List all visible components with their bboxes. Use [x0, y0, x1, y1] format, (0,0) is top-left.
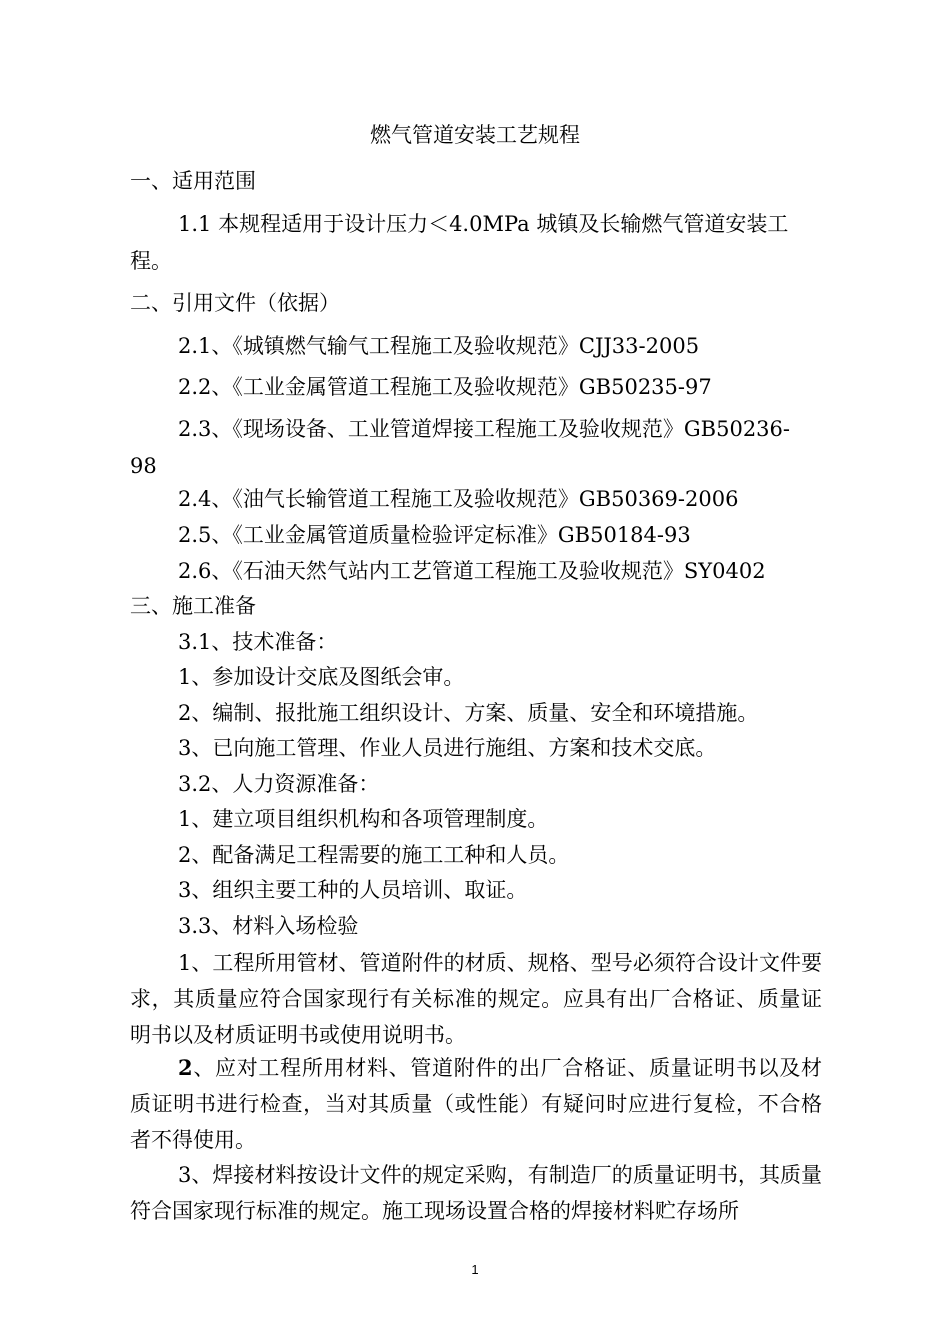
human-resources-item-3: 3、组织主要工种的人员培训、取证。 [178, 878, 528, 902]
subsection-heading-human-resources: 3.2、人力资源准备： [178, 772, 380, 796]
paragraph-text: 、应对工程所用材料、管道附件的出厂合格证、质量证明书以及材质证明书进行检查，当对其质量（或性能）有疑问时应进行复检，不合格者不得使用。 [130, 1056, 822, 1152]
technical-item-2: 2、编制、报批施工组织设计、方案、质量、安全和环境措施。 [178, 701, 759, 725]
reference-item-1: 2.1、《城镇燃气输气工程施工及验收规范》CJJ33-2005 [178, 334, 700, 358]
reference-item-6: 2.6、《石油天然气站内工艺管道工程施工及验收规范》SY0402 [178, 559, 766, 583]
technical-item-1: 1、参加设计交底及图纸会审。 [178, 665, 465, 689]
section-heading-preparation: 三、施工准备 [130, 594, 256, 618]
technical-item-3: 3、已向施工管理、作业人员进行施组、方案和技术交底。 [178, 736, 717, 760]
human-resources-item-1: 1、建立项目组织机构和各项管理制度。 [178, 807, 549, 831]
subsection-heading-technical: 3.1、技术准备： [178, 630, 338, 654]
reference-item-3-line2: 98 [130, 454, 157, 478]
subsection-heading-material-inspection: 3.3、材料入场检验 [178, 914, 359, 938]
section-heading-references: 二、引用文件（依据） [130, 291, 340, 315]
document-title: 燃气管道安装工艺规程 [370, 123, 580, 147]
human-resources-item-2: 2、配备满足工程需要的施工工种和人员。 [178, 843, 570, 867]
reference-item-4: 2.4、《油气长输管道工程施工及验收规范》GB50369-2006 [178, 487, 739, 511]
material-inspection-paragraph-3: 3、焊接材料按设计文件的规定采购，有制造厂的质量证明书，其质量符合国家现行标准的规定。施工现场设置合格的焊接材料贮存场所 [130, 1163, 822, 1223]
scope-paragraph-line1: 1.1 本规程适用于设计压力＜4.0MPa 城镇及长输燃气管道安装工 [178, 212, 789, 236]
page-number: 1 [471, 1262, 479, 1277]
section-heading-scope: 一、适用范围 [130, 169, 256, 193]
reference-item-2: 2.2、《工业金属管道工程施工及验收规范》GB50235-97 [178, 375, 712, 399]
paragraph-number-bold: 2 [178, 1055, 193, 1080]
material-inspection-paragraph-2 [130, 1050, 822, 1158]
reference-item-5: 2.5、《工业金属管道质量检验评定标准》GB50184-93 [178, 523, 691, 547]
reference-item-3-line1: 2.3、《现场设备、工业管道焊接工程施工及验收规范》GB50236- [178, 417, 791, 441]
scope-paragraph-line2: 程。 [130, 249, 172, 273]
material-inspection-paragraph-1: 1、工程所用管材、管道附件的材质、规格、型号必须符合设计文件要求，其质量应符合国家现行有关标准的规定。应具有出厂合格证、质量证明书以及材质证明书或使用说明书。 [130, 951, 822, 1047]
